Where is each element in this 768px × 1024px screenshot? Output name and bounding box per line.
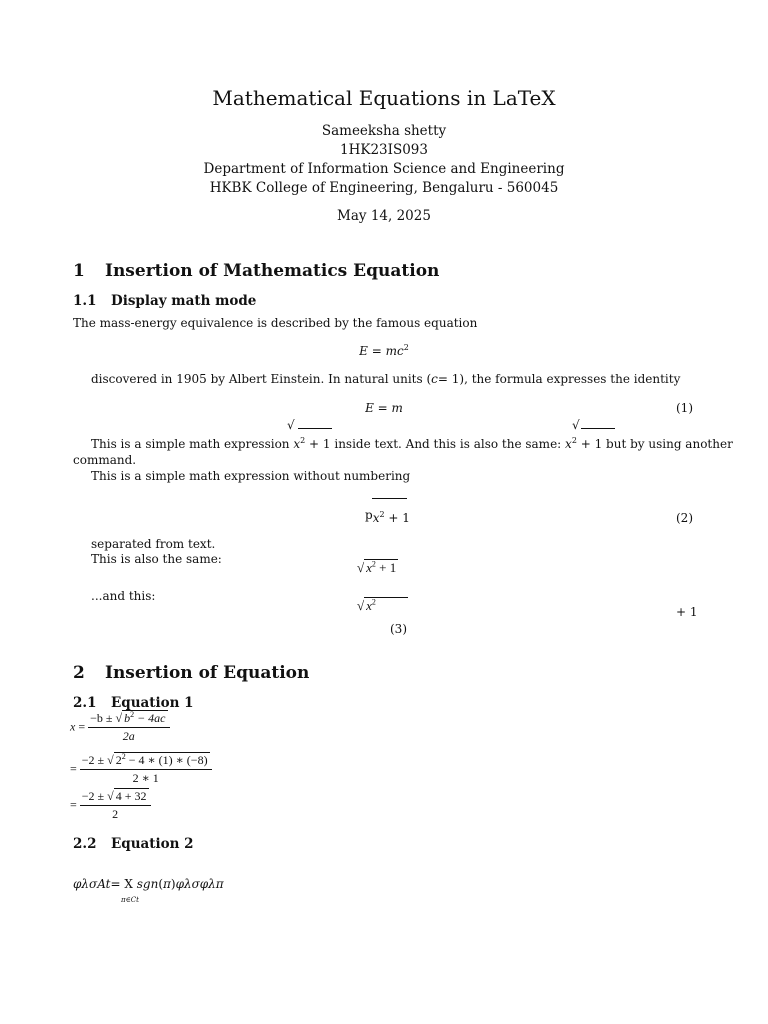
paragraph-mass-energy: The mass-energy equivalence is described by the famous equation <box>73 316 478 330</box>
subsection-number: 2.1 <box>73 695 97 711</box>
subsection-title: Equation 1 <box>111 695 194 711</box>
fraction: $\frac{-2 \pm √ 4 + 32}{2}$ <box>80 789 151 822</box>
radical-overline <box>372 498 407 499</box>
paragraph-separated: separated from text. <box>91 537 216 551</box>
section-title: Insertion of Equation <box>105 663 310 683</box>
equation-sum-sgn: φλσAt= X sgn(π)φλσφλπ <box>73 877 224 891</box>
fraction: $\frac{-b \pm √ b^2 - 4ac}{2a}$ <box>88 711 169 744</box>
equation-emc2: $E = mc^2$ <box>359 343 409 358</box>
quadratic-line-2: = $\frac{-2 \pm √ 2^2 - 4 ∗ (1) ∗ (-8)}{2 ∗ 1}$ <box>70 753 212 786</box>
section-title: Insertion of Mathematics Equation <box>105 261 440 281</box>
paragraph-also-same: This is also the same: <box>91 552 222 566</box>
document-date: May 14, 2025 <box>337 208 431 224</box>
equation-sqrt-x2-plus-1: √ $x^2 + 1$ <box>357 559 397 575</box>
subsection-number: 2.2 <box>73 836 97 852</box>
paragraph-without-numbering: This is a simple math expression without numbering <box>91 469 411 483</box>
paragraph-einstein: discovered in 1905 by Albert Einstein. In natural units (c= 1), the formula expresses the identity <box>91 372 681 386</box>
quadratic-line-1: x = $\frac{-b \pm √ b^2 - 4ac}{2a}$ <box>70 711 170 744</box>
author-name: Sameeksha shetty <box>321 123 447 139</box>
plus-one-fragment: + 1 <box>676 605 698 619</box>
sqrt-fragment-right: √ <box>572 418 615 432</box>
fraction: $\frac{-2 \pm √ 2^2 - 4 ∗ (1) ∗ (-8)}{2 ∗ 1}$ <box>80 753 212 786</box>
author-department: Department of Information Science and Engineering <box>203 161 565 177</box>
section-2-heading <box>73 663 309 683</box>
section-number: 2 <box>73 663 85 683</box>
equation-number-2: (2) <box>676 511 693 525</box>
subsection-number: 1.1 <box>73 293 97 309</box>
paragraph-inline-math-wrap: command. <box>73 453 137 467</box>
subsection-2-2-heading <box>73 836 194 852</box>
equation-number-1: (1) <box>676 401 693 415</box>
section-number: 1 <box>73 261 85 281</box>
equation-2: $px^2 + 1$ <box>365 508 410 525</box>
equation-number-3: (3) <box>390 622 407 636</box>
quadratic-line-3: = $\frac{-2 \pm √ 4 + 32}{2}$ <box>70 789 151 822</box>
subsection-title: Equation 2 <box>111 836 194 852</box>
subsection-2-1-heading <box>73 695 194 711</box>
summation-subscript: π∈Ct <box>121 896 139 904</box>
section-1-heading <box>73 261 439 281</box>
equation-e-equals-m: E = m <box>365 401 403 415</box>
sqrt-bar <box>581 428 615 429</box>
author-usn: 1HK23IS093 <box>340 142 428 158</box>
equation-sqrt-x2: √ $x^2$ <box>357 597 408 614</box>
subsection-1-1-heading <box>73 293 256 309</box>
sqrt-fragment-left: √ <box>287 418 332 432</box>
document-title: Mathematical Equations in LaTeX <box>212 86 556 110</box>
paragraph-inline-math: This is a simple math expression $x^2 + 1$ inside text. And this is also the same: $x^2 + 1$ but by using another <box>91 436 733 451</box>
subsection-title: Display math mode <box>111 293 257 309</box>
paragraph-and-this: ...and this: <box>91 589 156 603</box>
author-college: HKBK College of Engineering, Bengaluru - 560045 <box>209 180 559 196</box>
sqrt-bar <box>298 428 332 429</box>
